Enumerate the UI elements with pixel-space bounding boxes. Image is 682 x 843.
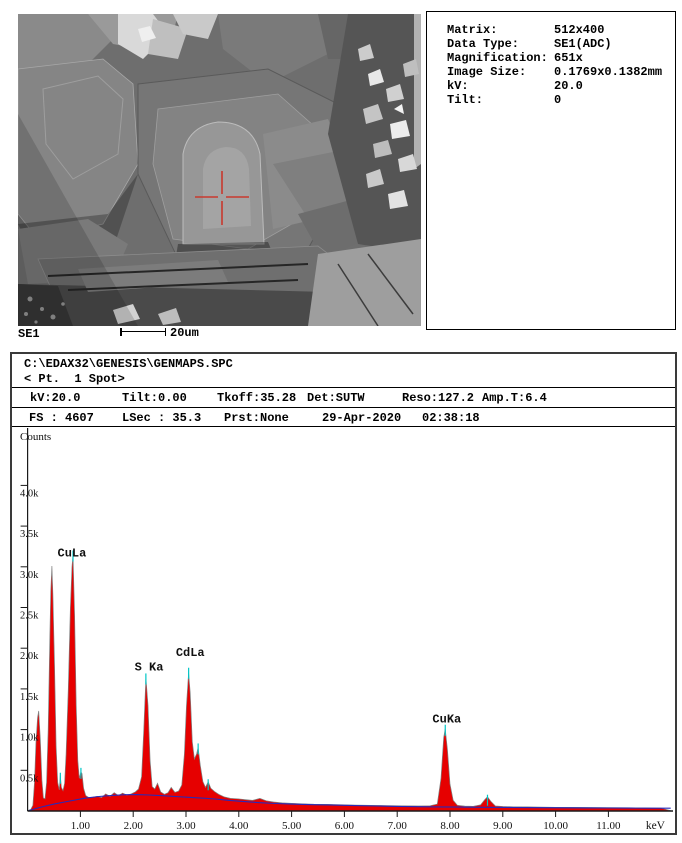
info-label: kV: (447, 79, 469, 93)
spectrum-params-row (12, 388, 675, 408)
acq-lsec: LSec : 35.3 (122, 411, 202, 425)
info-row-matrix (447, 23, 675, 37)
x-tick-label: 11.00 (596, 820, 621, 832)
y-tick-label: 3.5k (20, 529, 39, 541)
image-info-panel (426, 11, 676, 330)
x-tick-label: 9.00 (493, 820, 513, 832)
eds-spectrum-chart (12, 426, 675, 835)
acq-time: 02:38:18 (422, 411, 480, 425)
info-row-datatype (447, 37, 675, 51)
spectrum-file-path: C:\EDAX32\GENESIS\GENMAPS.SPC (24, 357, 233, 371)
param-reso: Reso:127.2 (402, 391, 475, 405)
y-tick-label: 3.0k (20, 569, 39, 581)
param-kv: kV:20.0 (30, 391, 81, 405)
y-tick-label: 2.0k (20, 651, 39, 663)
param-tilt: Tilt:0.00 (122, 391, 187, 405)
param-ampt: Amp.T:6.4 (482, 391, 547, 405)
info-value: 512x400 (554, 23, 605, 37)
y-axis-title: Counts (20, 431, 52, 443)
x-tick-label: 8.00 (440, 820, 460, 832)
info-label: Magnification: (447, 51, 548, 65)
y-tick-label: 1.5k (20, 691, 39, 703)
scale-bar (120, 331, 166, 339)
x-tick-label: 7.00 (387, 820, 407, 832)
info-label: Tilt: (447, 93, 484, 107)
x-tick-label: 10.00 (543, 820, 568, 832)
x-tick-label: 4.00 (229, 820, 249, 832)
peak-label-CdLa: CdLa (175, 645, 205, 660)
peak-label-SKa: S Ka (134, 660, 164, 675)
x-tick-label: 2.00 (123, 820, 143, 832)
param-tkoff: Tkoff:35.28 (217, 391, 297, 405)
info-row-imagesize (447, 65, 675, 79)
spectrum-panel (10, 352, 677, 835)
x-tick-label: 1.00 (70, 820, 91, 832)
acq-fs: FS : 4607 (29, 411, 94, 425)
info-value: 0.1769x0.1382mm (554, 65, 663, 79)
info-label: Image Size: (447, 65, 527, 79)
x-tick-label: 5.00 (281, 820, 302, 832)
y-tick-label: 0.5k (20, 773, 39, 785)
spectrum-trace (28, 555, 671, 811)
info-row-kv (447, 79, 675, 93)
info-label: Matrix: (447, 23, 498, 37)
y-tick-label: 2.5k (20, 610, 39, 622)
detector-label: SE1 (18, 327, 40, 341)
info-label: Data Type: (447, 37, 520, 51)
scale-bar-label: 20um (170, 326, 199, 340)
param-det: Det:SUTW (307, 391, 365, 405)
acq-date: 29-Apr-2020 (322, 411, 402, 425)
y-tick-label: 1.0k (20, 732, 39, 744)
peak-label-CuLa: CuLa (57, 546, 87, 561)
sem-image (18, 14, 421, 326)
y-tick-label: 4.0k (20, 488, 39, 500)
info-row-tilt (447, 93, 675, 107)
info-value: 20.0 (554, 79, 583, 93)
spectrum-acq-row (12, 408, 675, 427)
info-value: 0 (554, 93, 562, 107)
info-value: SE1(ADC) (554, 37, 612, 51)
peak-label-CuKa: CuKa (432, 712, 462, 727)
x-tick-label: 6.00 (334, 820, 355, 832)
x-tick-label: 3.00 (176, 820, 196, 832)
spectrum-point-label: < Pt. 1 Spot> (12, 371, 675, 388)
acq-prst: Prst:None (224, 411, 289, 425)
info-row-magnification (447, 51, 675, 65)
info-value: 651x (554, 51, 583, 65)
x-axis-unit: keV (645, 820, 665, 832)
